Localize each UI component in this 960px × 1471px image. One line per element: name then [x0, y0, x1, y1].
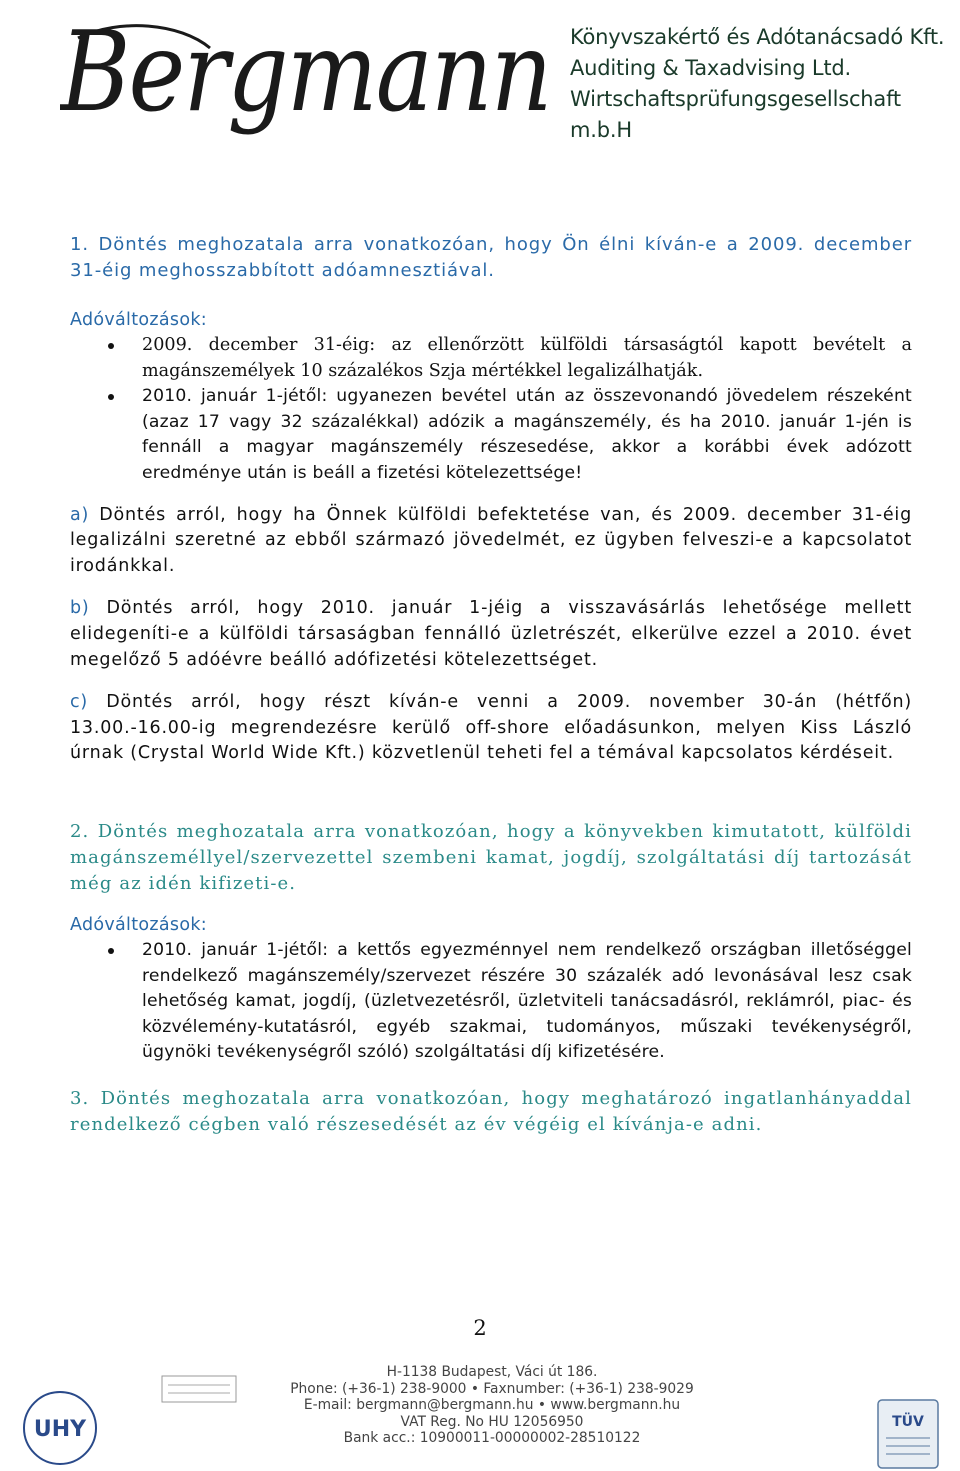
- footer-address: H-1138 Budapest, Váci út 186.: [386, 1364, 598, 1380]
- tuv-cert-logo: [876, 1398, 940, 1470]
- option-a: [70, 503, 912, 580]
- footer-phone: Phone: (+36-1) 238-9000 • Faxnumber: (+36-1) 238-9029: [290, 1380, 694, 1397]
- document-body: [70, 232, 912, 1138]
- section-2-bullet-list: [70, 938, 912, 1066]
- letterhead: [0, 0, 960, 160]
- uhy-logo: [22, 1388, 98, 1468]
- uhy-logo-text: UHY: [33, 1417, 87, 1442]
- footer: [0, 1360, 960, 1471]
- svg-text:Bergmann: Bergmann: [60, 18, 551, 137]
- option-b-text: Döntés arról, hogy 2010. január 1-jéig a visszavásárlás lehetősége mellett elidegeníti-e a külföldi társaságban fennálló üzletrészét, elkerülve ezzel a 2010. évet megelőző 5 adóévre beálló adófizetési kötelezettséget.: [70, 598, 912, 670]
- section-1-changes-label: Adóváltozások:: [70, 310, 207, 330]
- footer-bank: Bank acc.: 10900011-00000002-28510122: [343, 1430, 641, 1446]
- bullet-text: 2010. január 1-jétől: a kettős egyezménnyel nem rendelkező országban illetőséggel rendelkező magánszemély/szervezet részére 30 százalék adó levonásával lesz csak lehetőség kamat, jogdíj, (üzletvezetésről, üzletviteli tanácsadásról, reklámról, piac- és közvélemény-kutatásról, egyéb szakmai, tudományos, műszaki tevékenységről, ügynöki tevékenységről szóló) szolgáltatási díj kifizetésére.: [142, 939, 912, 1063]
- section-1-heading: 1. Döntés meghozatala arra vonatkozóan, hogy Ön élni kíván-e a 2009. december 31-éig meghosszabbított adóamnesztiával.: [70, 234, 912, 281]
- bergmann-logo: [60, 18, 580, 138]
- company-name-en: Auditing & Taxadvising Ltd.: [570, 56, 852, 80]
- company-name-de: Wirtschaftsprüfungsgesellschaft m.b.H: [570, 87, 901, 142]
- list-item: 2009. december 31-éig: az ellenőrzött külföldi társaságtól kapott bevételt a magánszemélyek 10 százalékos Szja mértékkel legalizálhatják.: [142, 333, 912, 384]
- section-2-heading: 2. Döntés meghozatala arra vonatkozóan, hogy a könyvekben kimutatott, külföldi magánszeméllyel/szervezettel szembeni kamat, jogdíj, szolgáltatási díj tartozását még az idén kifizeti-e.: [70, 820, 912, 894]
- option-a-text: Döntés arról, hogy ha Önnek külföldi befektetése van, és 2009. december 31-éig legalizálni szeretné az ebből származó jövedelmét, ez ügyben felveszi-e a kapcsolatot irodánkkal.: [70, 504, 912, 576]
- company-name-hu: Könyvszakértő és Adótanácsadó Kft.: [570, 25, 945, 49]
- option-a-label: a): [70, 504, 90, 525]
- option-c: [70, 690, 912, 767]
- section-2-changes-label: Adóváltozások:: [70, 914, 207, 935]
- option-c-label: c): [70, 692, 89, 713]
- footer-contact: [262, 1364, 722, 1447]
- footer-email: E-mail: bergmann@bergmann.hu • www.bergmann.hu: [303, 1397, 681, 1413]
- option-b: [70, 596, 912, 673]
- list-item: [142, 384, 912, 486]
- bullet-text: 2010. január 1-jétől: ugyanezen bevétel után az összevonandó jövedelem részeként (azaz 17 vagy 32 százalékkal) adózik a magánszemély, és ha 2010. január 1-jén is fennáll a magyar magánszemély részesedése, akkor a korábbi évek adózott eredménye után is beáll a fizetési kötelezettsége!: [142, 386, 912, 483]
- page-number: 2: [473, 1316, 487, 1340]
- section-3-heading: 3. Döntés meghozatala arra vonatkozóan, hogy meghatározó ingatlanhányaddal rendelkező cégben való részesedését az év végéig el kívánja-e adni.: [70, 1087, 912, 1135]
- list-item: [142, 938, 912, 1066]
- company-name-block: [570, 22, 950, 146]
- tuv-logo-text: TÜV: [892, 1414, 924, 1430]
- certification-stamp: [160, 1374, 238, 1404]
- footer-vat: VAT Reg. No HU 12056950: [400, 1413, 584, 1430]
- option-c-text: Döntés arról, hogy részt kíván-e venni a 2009. november 30-án (hétfőn) 13.00.-16.00-ig megrendezésre kerülő off-shore előadásunkon, melyen Kiss László úrnak (Crystal World Wide Kft.) közvetlenül teheti fel a témával kapcsolatos kérdéseit.: [70, 692, 912, 764]
- option-b-label: b): [70, 598, 90, 619]
- section-1-bullet-list: [70, 333, 912, 487]
